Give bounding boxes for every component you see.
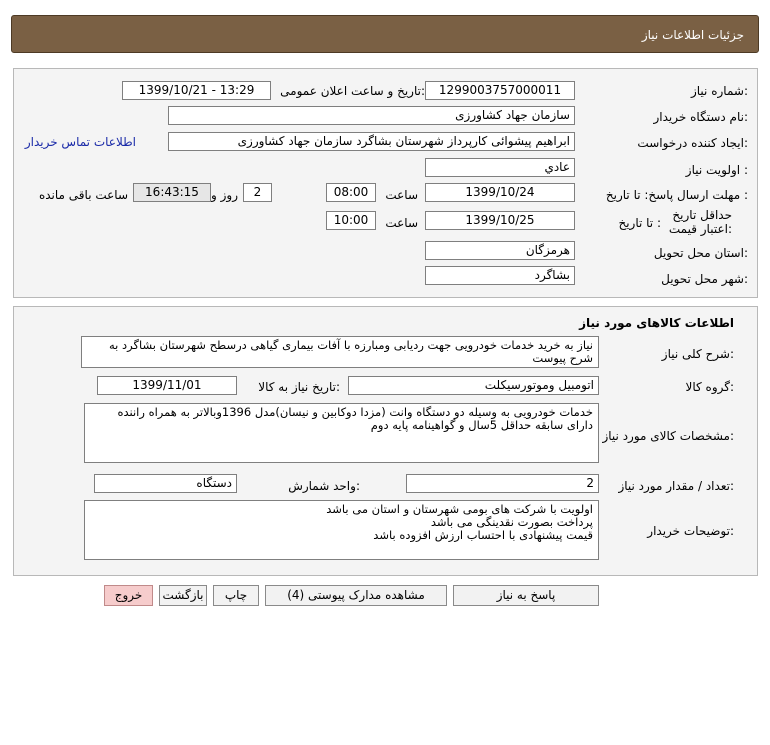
price-validity-time-label: ساعت (385, 216, 418, 230)
reply-deadline-time: 08:00 (326, 183, 376, 202)
remaining-time-label: ساعت باقی مانده (38, 188, 128, 202)
goods-specs-field (84, 403, 599, 463)
buyer-contact-link[interactable]: اطلاعات تماس خریدار (24, 135, 136, 149)
view-attachments-button[interactable]: مشاهده مدارک پیوستی (4) (265, 585, 447, 606)
unit-label: واحد شمارش: (288, 479, 360, 493)
need-date-field: 1399/11/01 (97, 376, 237, 395)
goods-group-label: گروه کالا: (685, 380, 734, 394)
quantity-label: تعداد / مقدار مورد نیاز: (618, 479, 734, 493)
goods-specs-text: خدمات خودرویی به وسیله دو دستگاه وانت (مزدا دوکابین و نیسان)مدل 1396وبالاتر به همراه راننده دارای سابقه حداقل 5سال و گواهینامه پایه دوم (117, 405, 593, 432)
goods-specs-label: مشخصات کالای مورد نیاز: (602, 429, 734, 443)
need-date-label: تاریخ نیاز به کالا: (258, 380, 340, 394)
need-summary-text: نیاز به خرید خدمات خودرویی جهت ردیابی ومبارزه با آفات بیماری گیاهی درسطح شهرستان بشاگرد به شرح پیوست (109, 338, 593, 365)
page-header (11, 15, 759, 53)
price-validity-time: 10:00 (326, 211, 376, 230)
need-summary-field (81, 336, 599, 368)
price-validity-label: حداقل تاریخ اعتبار قیمت: (668, 208, 732, 236)
announce-datetime-field: 1399/10/21 - 13:29 (122, 81, 271, 100)
quantity-field: 2 (406, 474, 599, 493)
price-validity-date: 1399/10/25 (425, 211, 575, 230)
unit-field: دستگاه (94, 474, 237, 493)
remaining-days-field: 2 (243, 183, 272, 202)
priority-label: اولویت نیاز : (685, 163, 748, 177)
page-title: جزئيات اطلاعات نياز (641, 28, 744, 42)
goods-group-field: اتومبیل وموتورسیکلت (348, 376, 599, 395)
reply-deadline-date: 1399/10/24 (425, 183, 575, 202)
goods-section-title: اطلاعات کالاهای مورد نیاز (579, 316, 734, 330)
buyer-notes-field (84, 500, 599, 560)
remaining-time-field: 16:43:15 (133, 183, 211, 202)
buyer-org-field: سازمان جهاد کشاورزی (168, 106, 575, 125)
print-button[interactable]: چاپ (213, 585, 259, 606)
delivery-city-field: بشاگرد (425, 266, 575, 285)
back-button[interactable]: بازگشت (159, 585, 207, 606)
exit-button[interactable]: خروج (104, 585, 153, 606)
buyer-notes-label: توضیحات خریدار: (647, 524, 734, 538)
buyer-note-line: قیمت پیشنهادی با احتساب ارزش افزوده باشد (373, 528, 593, 542)
request-creator-field: ابراهیم پیشوائی کارپرداز شهرستان بشاگرد سازمان جهاد کشاورزی (168, 132, 575, 151)
delivery-province-label: استان محل تحویل: (653, 246, 748, 260)
delivery-city-label: شهر محل تحویل: (661, 272, 748, 286)
days-label: روز و (211, 188, 238, 202)
request-creator-label: ایجاد کننده درخواست: (637, 136, 748, 150)
delivery-province-field: هرمزگان (425, 241, 575, 260)
buyer-note-line: پرداخت بصورت نقدینگی می باشد (430, 515, 593, 529)
buyer-org-label: نام دستگاه خریدار: (653, 110, 748, 124)
reply-deadline-label: مهلت ارسال پاسخ: تا تاریخ : (605, 188, 748, 202)
reply-to-need-button[interactable]: پاسخ به نیاز (453, 585, 599, 606)
announce-datetime-label: تاریخ و ساعت اعلان عمومی: (280, 84, 425, 98)
buyer-note-line: اولویت با شرکت های بومی شهرستان و استان می باشد (326, 502, 593, 516)
need-info-panel (13, 68, 758, 298)
need-number-field: 1299003757000011 (425, 81, 575, 100)
priority-field: عادي (425, 158, 575, 177)
price-validity-to-date-label: تا تاریخ : (618, 216, 661, 230)
reply-deadline-time-label: ساعت (385, 188, 418, 202)
need-summary-label: شرح کلی نیاز: (661, 347, 734, 361)
need-number-label: شماره نیاز: (690, 84, 748, 98)
